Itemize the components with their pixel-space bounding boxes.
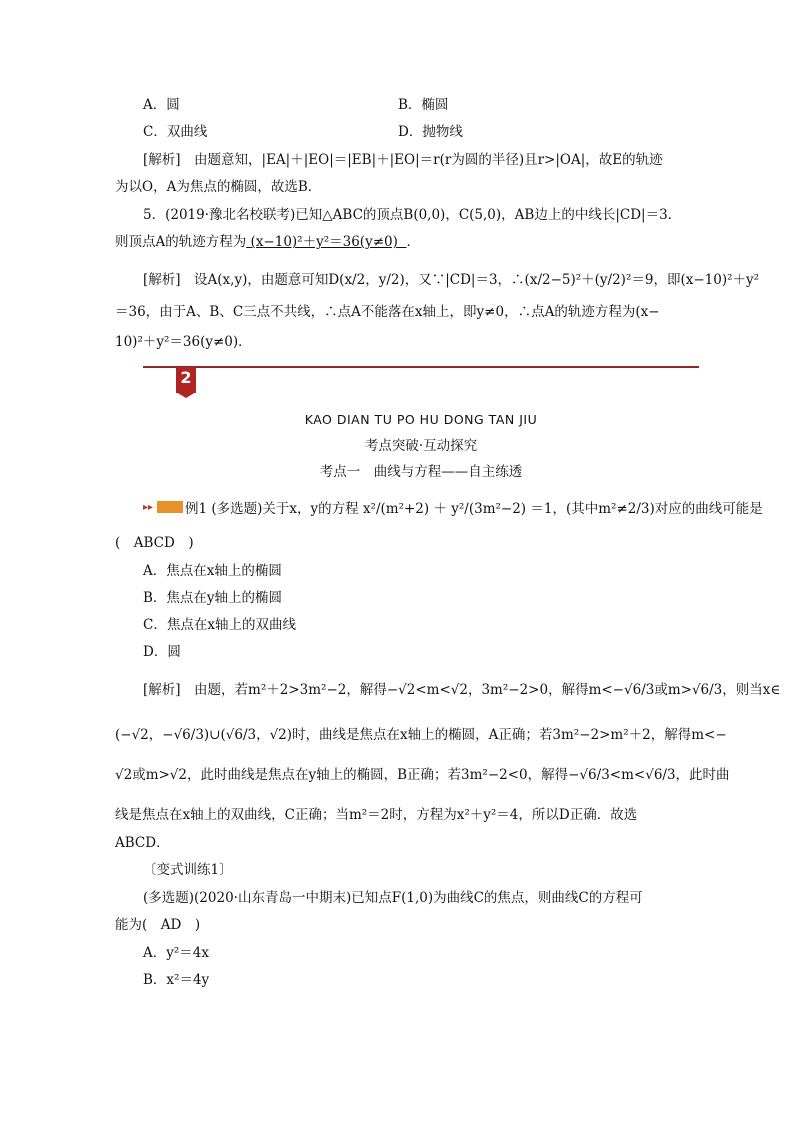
analysis-text: 10)²＋y²＝36(y≠0)． <box>115 334 252 350</box>
analysis-text: (−√2，−√6/3)∪(√6/3，√2)时，曲线是焦点在x轴上的椭圆，A正确；若3m²−2>m²＋2，解得m<− <box>115 727 727 743</box>
analysis-text: [解析] 设A(x,y)，由题意可知D(x/2，y/2)，又∵|CD|＝3，∴(x/2−5)²＋(y/2)²＝9，即(x−10)²＋y² <box>143 272 760 288</box>
question-text <box>115 232 420 252</box>
example-option-b: B．焦点在y轴上的椭圆 <box>143 590 283 606</box>
answer-text: (x−10)²＋y²＝36(y≠0) <box>250 234 398 250</box>
variant-question: (多选题)(2020·山东青岛一中期末)已知点F(1,0)为曲线C的焦点，则曲线C的方程可 <box>143 890 643 906</box>
section-pinyin: KAO DIAN TU PO HU DONG TAN JIU <box>304 412 538 427</box>
example-option-d: D．圆 <box>143 644 181 660</box>
answer-blank <box>246 234 406 250</box>
analysis-text: [解析] 由题，若m²＋2>3m²−2，解得−√2<m<√2，3m²−2>0，解得m<−√6/3或m>√6/3，则当x∈ <box>143 682 781 698</box>
option-d: D．抛物线 <box>398 124 463 140</box>
variant-question: 能为( AD ) <box>115 917 201 933</box>
example-marker-icon: ▸▸ <box>143 501 183 514</box>
variant-option-b: B．x²＝4y <box>143 972 210 988</box>
example-option-a: A．焦点在x轴上的椭圆 <box>143 563 282 579</box>
option-b: B．椭圆 <box>398 97 449 113</box>
example-stem: 例1 (多选题)关于x，y的方程 x²/(m²+2) ＋ y²/(3m²−2) ＝1，(其中m²≠2/3)对应的曲线可能是 <box>185 501 763 517</box>
example-option-c: C．焦点在x轴上的双曲线 <box>143 617 296 633</box>
analysis-text: √2或m>√2，此时曲线是焦点在y轴上的椭圆，B正确；若3m²−2<0，解得−√6/3<m<√6/3，此时曲 <box>115 767 730 783</box>
analysis-text: ABCD． <box>115 835 170 851</box>
analysis-text: 线是焦点在x轴上的双曲线，C正确；当m²＝2时，方程为x²＋y²＝4，所以D正确．故选 <box>115 807 638 823</box>
option-a: A．圆 <box>143 97 180 113</box>
analysis-text: [解析] 由题意知，|EA|＋|EO|＝|EB|＋|EO|＝r(r为圆的半径)且r>|OA|，故E的轨迹 <box>143 152 663 168</box>
analysis-text: 为以O，A为焦点的椭圆，故选B． <box>115 179 322 195</box>
section-number-badge: 2 <box>176 367 196 393</box>
variant-option-a: A．y²＝4x <box>143 945 209 961</box>
section-badge-tip <box>176 392 196 398</box>
option-c: C．双曲线 <box>143 124 208 140</box>
variant-title: 〔变式训练1〕 <box>143 862 233 878</box>
analysis-text: ＝36，由于A、B、C三点不共线，∴点A不能落在x轴上，即y≠0，∴点A的轨迹方程为(x− <box>115 304 660 320</box>
example-answer: ( ABCD ) <box>115 535 194 551</box>
question-prefix: 则顶点A的轨迹方程为 <box>115 234 247 250</box>
section-subtitle: 考点一 曲线与方程——自主练透 <box>319 464 523 480</box>
section-title: 考点突破·互动探究 <box>364 438 478 454</box>
question-suffix: ． <box>406 234 420 250</box>
question-text: 5．(2019·豫北名校联考)已知△ABC的顶点B(0,0)，C(5,0)，AB边上的中线长|CD|＝3． <box>143 207 682 223</box>
section-divider <box>143 366 699 368</box>
